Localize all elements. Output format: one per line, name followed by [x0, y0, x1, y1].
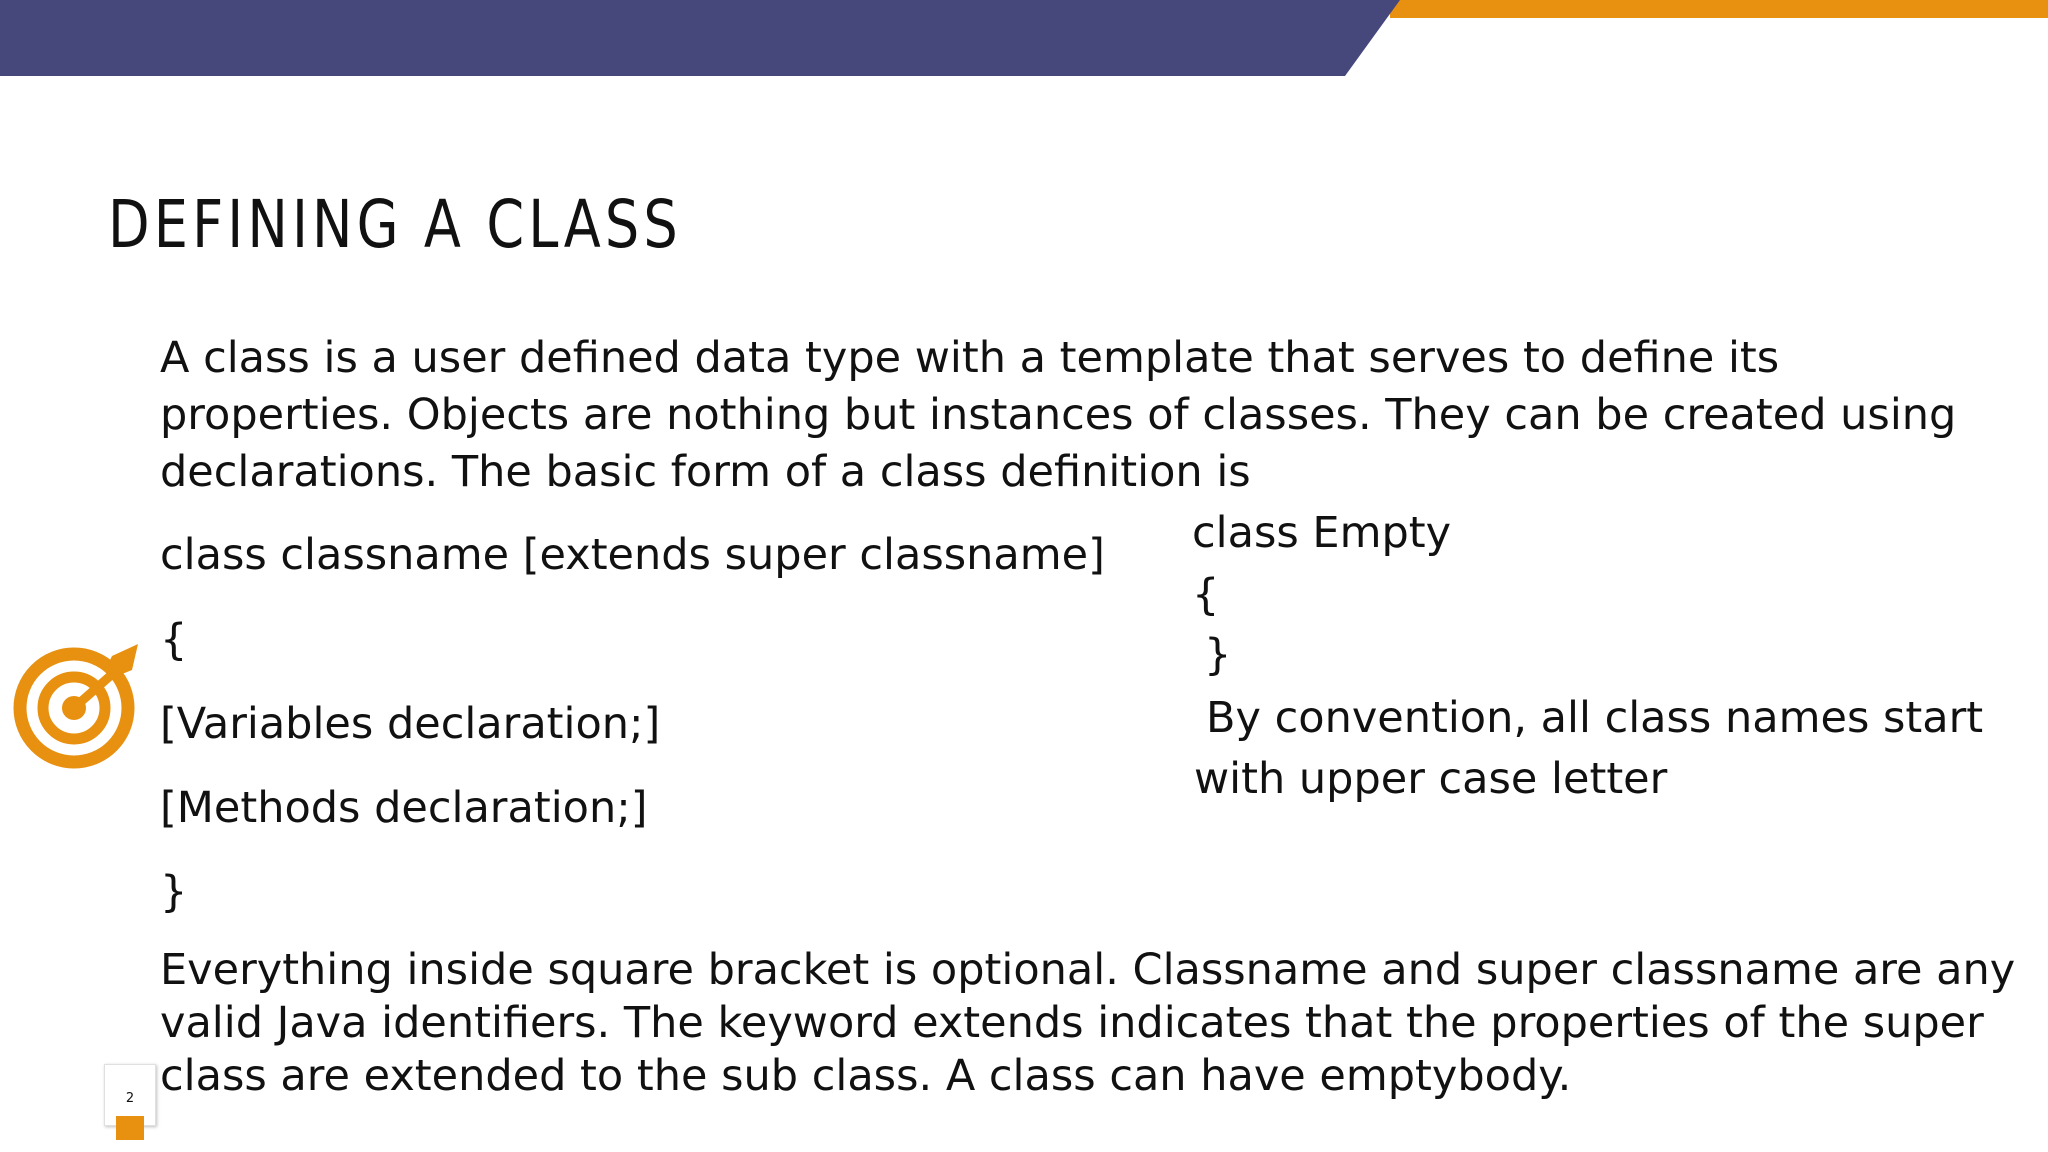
syntax-line-open-brace: { — [160, 615, 188, 665]
example-line-close-brace: } — [1204, 630, 1232, 680]
closing-paragraph: Everything inside square bracket is optional. Classname and super classname are any valid Java identifiers. The keyword extends indicates that the properties of the super class are extended to the sub class. A class can have emptybody. — [160, 945, 2016, 1101]
slide-title: DEFINING A CLASS — [108, 186, 682, 263]
header-band — [0, 0, 2048, 90]
example-line-class-empty: class Empty — [1192, 508, 1452, 558]
example-line-open-brace: { — [1192, 570, 1220, 620]
page-number-marker — [116, 1116, 144, 1140]
header-orange-stripe — [1390, 0, 2048, 18]
target-arrow-icon — [8, 640, 144, 770]
syntax-line-methods: [Methods declaration;] — [160, 783, 648, 833]
convention-note-line-1: By convention, all class names start — [1206, 693, 1984, 743]
intro-paragraph: A class is a user defined data type with a template that serves to define its properties. Objects are nothing but instances of classes. They can be created using declarations. The basic form of a class definition is — [160, 333, 1957, 497]
syntax-line-class-header: class classname [extends super classname] — [160, 530, 1105, 580]
page-number: 2 — [104, 1064, 156, 1126]
syntax-line-close-brace: } — [160, 867, 188, 917]
syntax-line-variables: [Variables declaration;] — [160, 699, 661, 749]
convention-note-line-2: with upper case letter — [1194, 754, 1668, 804]
header-navy-bar — [0, 0, 1400, 76]
